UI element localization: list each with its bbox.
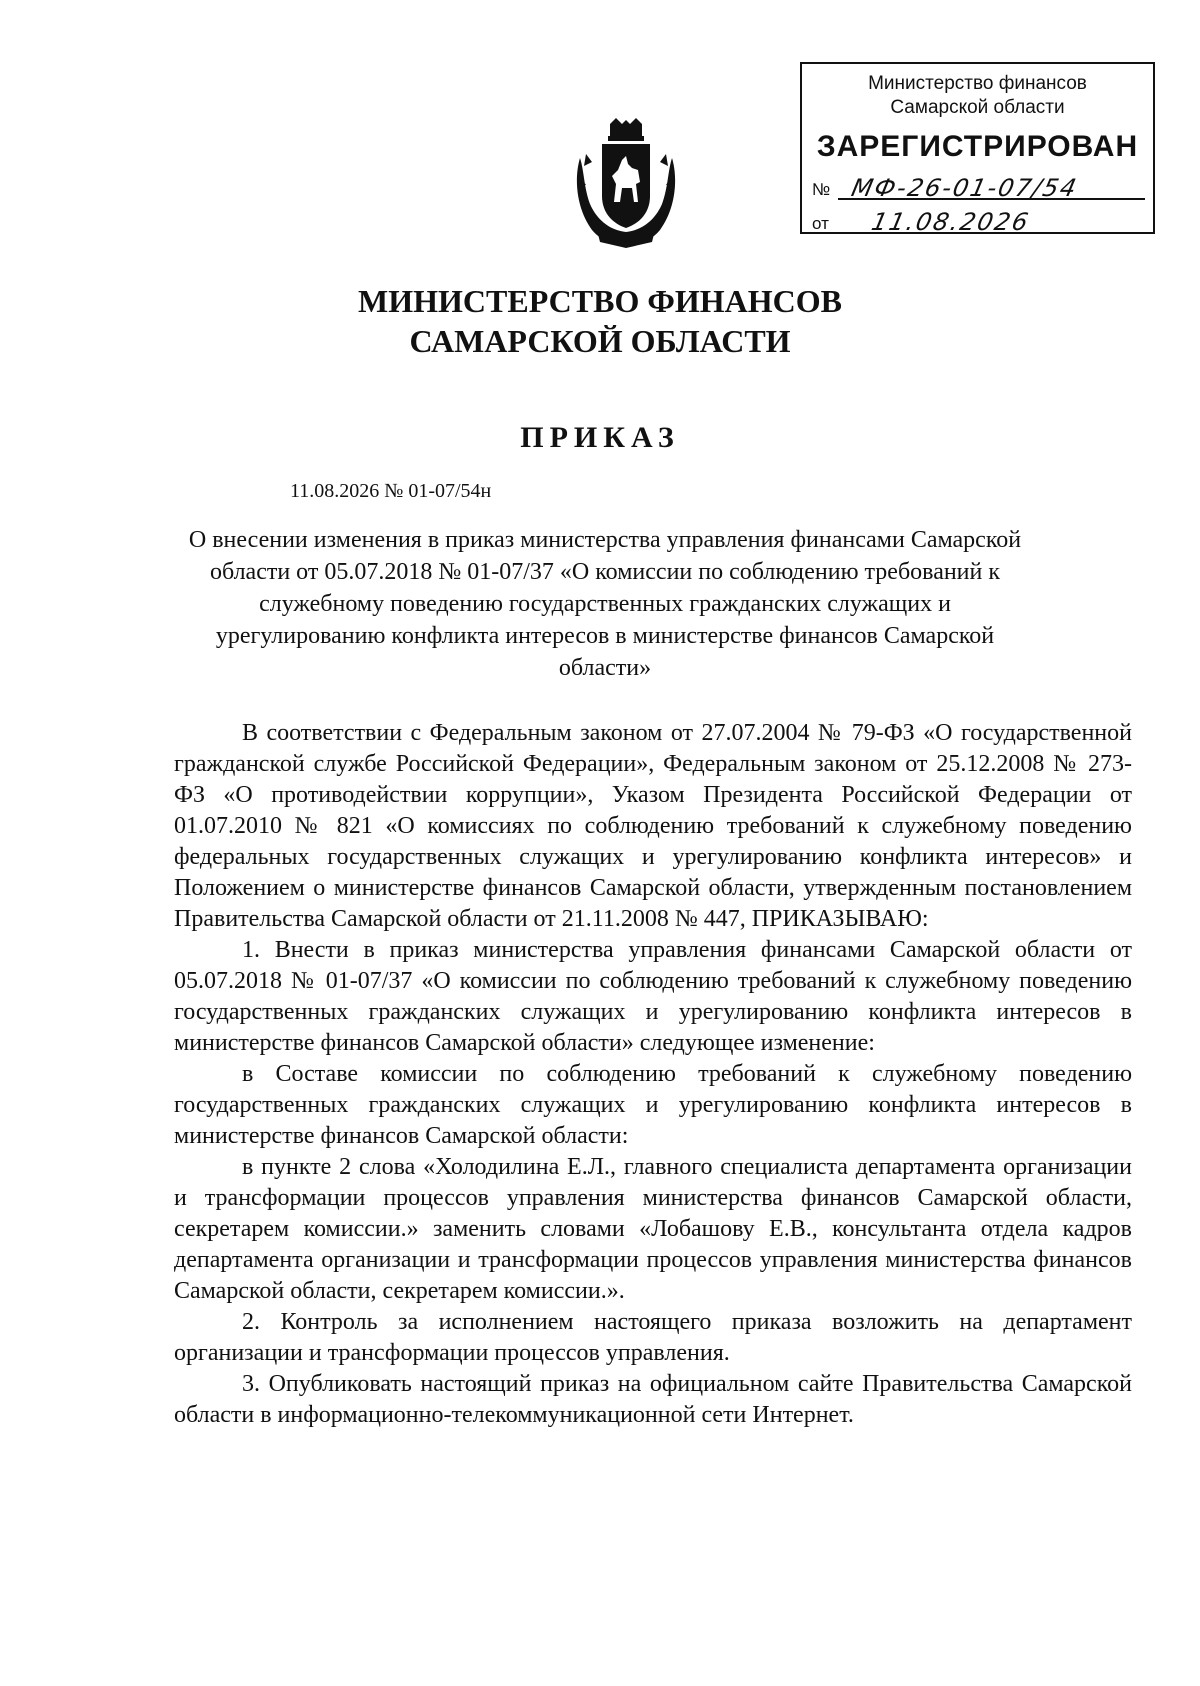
document-date-number: 11.08.2026 № 01-07/54н [290,480,492,502]
stamp-org-line-2: Самарской области [890,97,1065,118]
samara-coat-of-arms-icon [572,118,680,248]
item-1-change-paragraph: в пункте 2 слова «Холодилина Е.Л., главного специалиста департамента организации и трансформации процессов управления министерства финансов Самарской области, секретарем комиссии.» заменить словами «Лобашову Е.В., консультанта отдела кадров департамента организации и трансформации процессов управления министерства финансов Самарской области, секретарем комиссии.». [174,1154,1132,1304]
stamp-date-row [812,206,1145,236]
stamp-date-prefix: от [812,214,829,233]
stamp-date-handwritten: 11.08.2026 [869,208,1033,236]
document-body [174,718,1132,1431]
stamp-number-row [812,172,1145,202]
registration-stamp [800,62,1155,234]
stamp-org-line-1: Министерство финансов [868,73,1087,94]
item-1-paragraph: 1. Внести в приказ министерства управления финансами Самарской области от 05.07.2018 № 01-07/37 «О комиссии по соблюдению требований к служебному поведению государственных гражданских служащих и урегулированию конфликта интересов в министерстве финансов Самарской области» следующее изменение: [174,937,1132,1056]
ministry-title-line-2: САМАРСКОЙ ОБЛАСТИ [409,323,791,359]
ministry-title-line-1: МИНИСТЕРСТВО ФИНАНСОВ [358,283,842,319]
stamp-number-prefix: № [812,180,831,199]
item-2-paragraph: 2. Контроль за исполнением настоящего приказа возложить на департамент организации и трансформации процессов управления. [174,1309,1132,1366]
document-type: ПРИКАЗ [520,421,680,454]
stamp-title: ЗАРЕГИСТРИРОВАН [816,130,1139,163]
document-subject: О внесении изменения в приказ министерства управления финансами Самарской области от 05.07.2018 № 01-07/37 «О комиссии по соблюдению требований к служебному поведению государственных гражданских служащих и урегулированию конфликта интересов в министерстве финансов Самарской области» [188,527,1022,681]
stamp-number-handwritten: МФ-26-01-07/54 [849,174,1081,202]
preamble-paragraph: В соответствии с Федеральным законом от 27.07.2004 № 79-ФЗ «О государственной гражданской службе Российской Федерации», Федеральным законом от 25.12.2008 № 273-ФЗ «О противодействии коррупции», Указом Президента Российской Федерации от 01.07.2010 № 821 «О комиссиях по соблюдению требований к служебному поведению федеральных государственных служащих и урегулированию конфликта интересов» и Положением о министерстве финансов Самарской области, утвержденным постановлением Правительства Самарской области от 21.11.2008 № 447, ПРИКАЗЫВАЮ: [174,720,1132,932]
item-3-paragraph: 3. Опубликовать настоящий приказ на официальном сайте Правительства Самарской области в информационно-телекоммуникационной сети Интернет. [174,1371,1132,1428]
item-1-sub-paragraph: в Составе комиссии по соблюдению требований к служебному поведению государственных гражданских служащих и урегулированию конфликта интересов в министерстве финансов Самарской области: [174,1061,1132,1149]
